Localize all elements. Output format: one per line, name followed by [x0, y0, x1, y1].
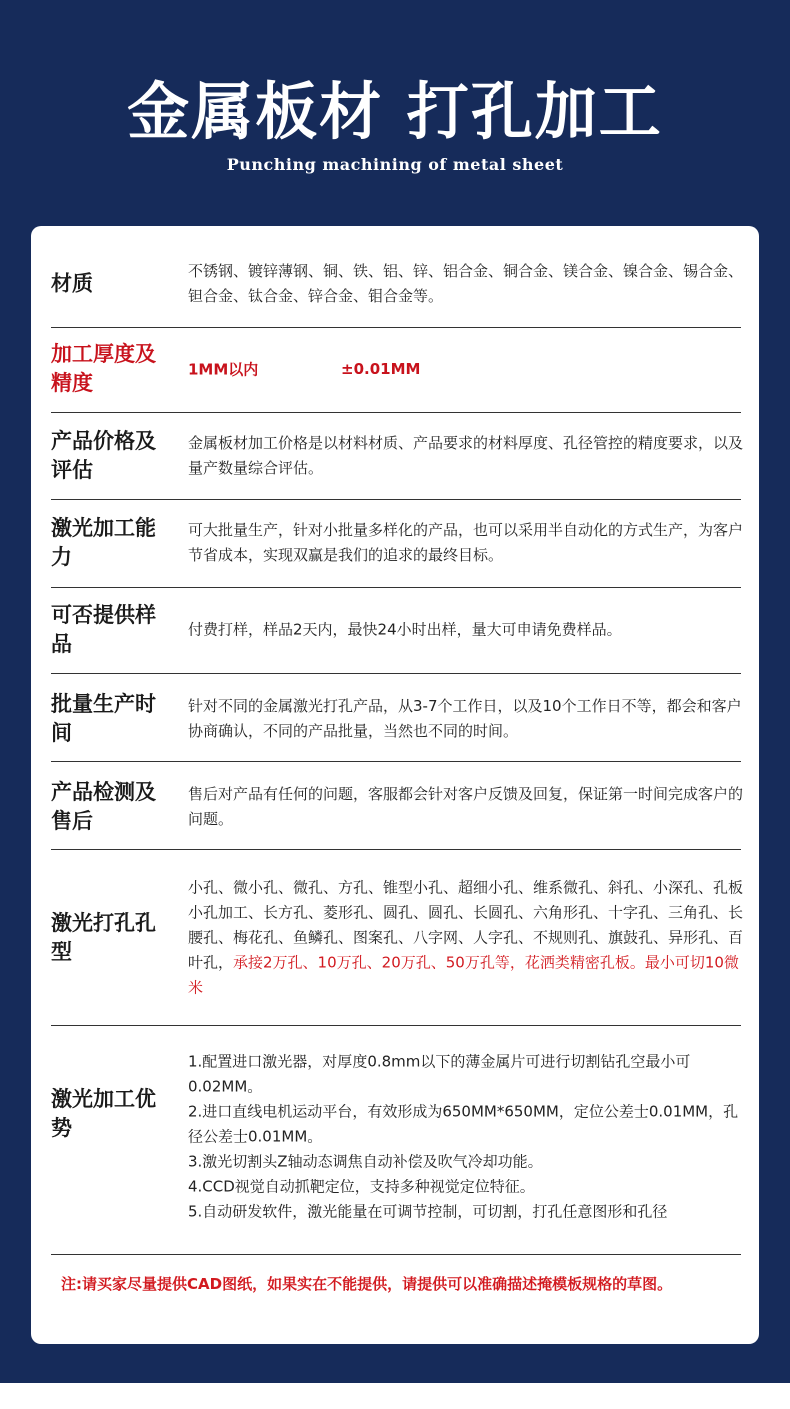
thickness-value: 1MM以内 — [188, 360, 259, 379]
spec-row-leadtime — [51, 673, 741, 762]
advantage-item: 3.激光切割头Z轴动态调焦自动补偿及吹气冷却功能。 — [188, 1152, 543, 1171]
row-label: 产品检测及售后 — [51, 780, 156, 833]
row-text: 付费打样，样品2天内，最快24小时出样，量大可申请免费样品。 — [188, 620, 622, 639]
page-subtitle: Punching machining of metal sheet — [226, 155, 564, 174]
row-label: 批量生产时间 — [51, 692, 156, 745]
advantage-item: 4.CCD视觉自动抓靶定位，支持多种视觉定位特征。 — [188, 1177, 535, 1196]
row-label: 激光加工能力 — [51, 516, 156, 569]
hole-types-highlight: 承接2万孔、10万孔、20万孔、50万孔等，花洒类精密孔板。最小可切10微米 — [188, 953, 739, 997]
row-label: 可否提供样品 — [51, 603, 156, 656]
row-label: 激光加工优势 — [51, 1087, 156, 1140]
row-label: 产品价格及评估 — [51, 429, 156, 482]
spec-row-advantages — [51, 1025, 741, 1255]
advantages-list — [188, 1050, 748, 1225]
advantage-item: 1.配置进口激光器，对厚度0.8mm以下的薄金属片可进行切割钻孔空最小可0.02MM。 — [188, 1052, 691, 1096]
row-text: 不锈钢、镀锌薄钢、铜、铁、铝、锌、铝合金、铜合金、镁合金、镍合金、锡合金、钽合金、钛合金、锌合金、钼合金等。 — [188, 262, 744, 305]
row-label: 加工厚度及精度 — [51, 342, 156, 395]
spec-row-samples — [51, 587, 741, 674]
row-text: 金属板材加工价格是以材料材质、产品要求的材料厚度、孔径管控的精度要求，以及量产数量综合评估。 — [188, 434, 744, 477]
advantage-item: 2.进口直线电机运动平台，有效形成为650MM*650MM，定位公差士0.01MM，孔径公差士0.01MM。 — [188, 1102, 739, 1146]
spec-row-capacity — [51, 499, 744, 588]
row-text: 针对不同的金属激光打孔产品，从3-7个工作日，以及10个工作日不等，都会和客户协商确认，不同的产品批量，当然也不同的时间。 — [188, 697, 742, 740]
spec-row-material — [51, 226, 744, 328]
spec-row-aftersales — [51, 761, 744, 850]
advantage-item: 5.自动研发软件，激光能量在可调节控制，可切割，打孔任意图形和孔径 — [188, 1202, 668, 1221]
hole-types-list: 小孔、微小孔、微孔、方孔、锥型小孔、超细小孔、维系微孔、斜孔、小深孔、孔板小孔加工、长方孔、菱形孔、圆孔、圆孔、长圆孔、六角形孔、十字孔、三角孔、长腰孔、梅花孔、鱼鳞孔、图案孔、八字网、人字孔、不规则孔、旗鼓孔、异形孔、百叶孔， — [188, 878, 744, 972]
spec-row-hole-types — [51, 849, 744, 1026]
spec-card — [31, 226, 759, 1344]
spec-row-thickness — [51, 327, 741, 413]
spec-row-price — [51, 412, 744, 500]
row-text: 可大批量生产，针对小批量多样化的产品，也可以采用半自动化的方式生产，为客户节省成本，实现双赢是我们的追求的最终目标。 — [188, 521, 744, 564]
row-text: 售后对产品有任何的问题，客服都会针对客户反馈及回复，保证第一时间完成客户的问题。 — [188, 785, 744, 828]
note-text: 注:请买家尽量提供CAD图纸，如果实在不能提供，请提供可以准确描述掩模板规格的草图。 — [61, 1275, 673, 1293]
row-text — [188, 876, 748, 1001]
row-label: 激光打孔孔型 — [51, 911, 156, 964]
row-label: 材质 — [51, 271, 93, 296]
page-title: 金属板材 打孔加工 — [127, 75, 663, 148]
precision-value: ±0.01MM — [341, 360, 421, 378]
